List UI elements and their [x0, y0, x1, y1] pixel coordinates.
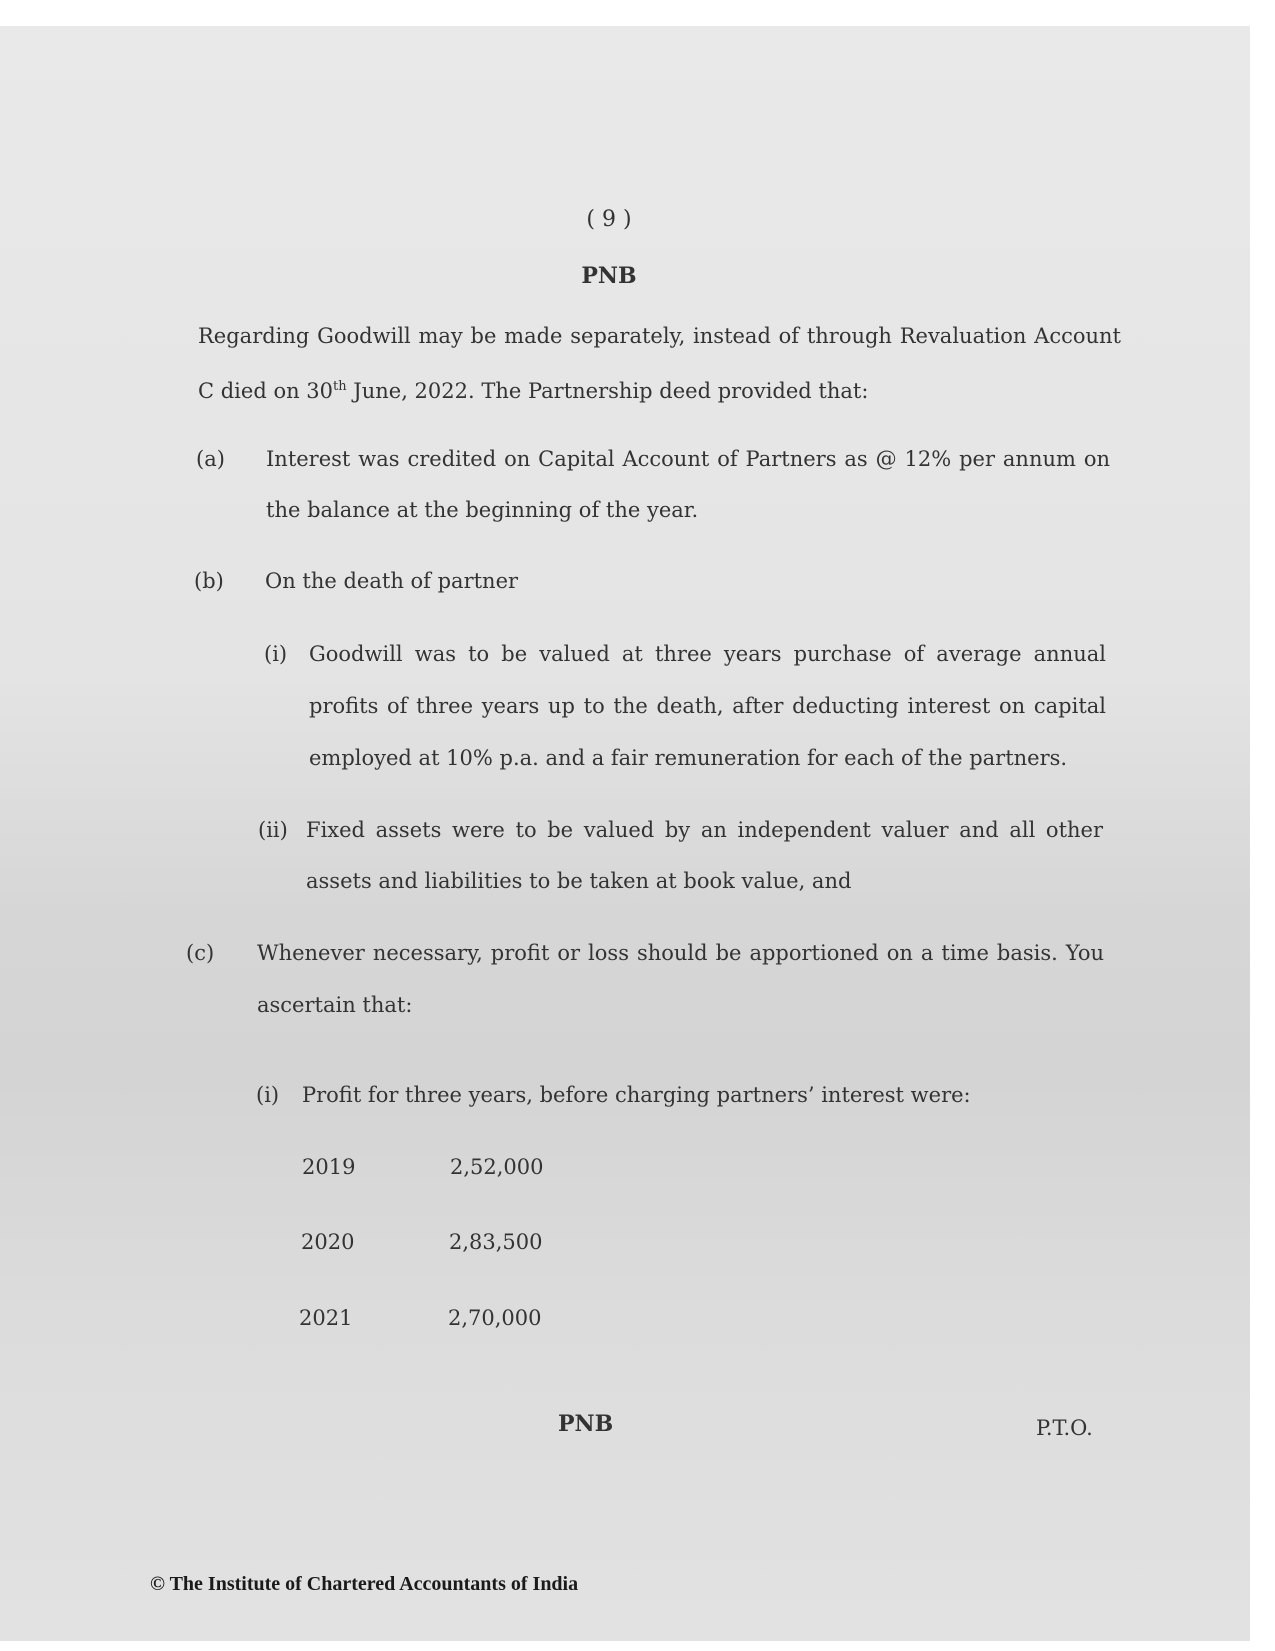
profit-amount: 2,52,000 — [450, 1155, 544, 1179]
profit-amount: 2,83,500 — [449, 1230, 543, 1254]
profit-year: 2019 — [302, 1155, 356, 1179]
item-b-i-line-2: profits of three years up to the death, after deducting interest on capital — [309, 694, 1106, 718]
item-a-marker: (a) — [196, 447, 225, 471]
header-code: PNB — [581, 263, 637, 289]
pto-label: P.T.O. — [1036, 1416, 1093, 1440]
profit-amount: 2,70,000 — [448, 1306, 542, 1330]
item-c-marker: (c) — [186, 941, 215, 965]
item-b-ii-line-1: Fixed assets were to be valued by an independent valuer and all other — [306, 818, 1103, 842]
item-b-ii-marker: (ii) — [258, 818, 288, 842]
item-b-text: On the death of partner — [265, 569, 519, 593]
item-b-ii-line-2: assets and liabilities to be taken at book value, and — [306, 869, 852, 893]
item-c-i-text: Profit for three years, before charging partners’ interest were: — [302, 1083, 971, 1107]
page-number: ( 9 ) — [586, 207, 632, 232]
item-c-line-1: Whenever necessary, profit or loss should be apportioned on a time basis. You — [257, 941, 1104, 965]
item-a-line-2: the balance at the beginning of the year. — [266, 498, 699, 522]
item-b-i-line-1: Goodwill was to be valued at three years purchase of average annual — [309, 642, 1106, 666]
item-b-marker: (b) — [194, 569, 224, 593]
footer-code: PNB — [558, 1411, 614, 1437]
profit-year: 2020 — [301, 1230, 355, 1254]
item-a-line-1: Interest was credited on Capital Account of Partners as @ 12% per annum on — [266, 447, 1110, 471]
intro-line-1: Regarding Goodwill may be made separately, instead of through Revaluation Account — [198, 324, 1121, 348]
intro-line-2: C died on 30th June, 2022. The Partnership deed provided that: — [198, 379, 869, 403]
item-b-i-line-3: employed at 10% p.a. and a fair remuneration for each of the partners. — [309, 746, 1068, 770]
copyright-notice: © The Institute of Chartered Accountants of India — [150, 1573, 579, 1595]
item-c-i-marker: (i) — [256, 1083, 280, 1107]
item-c-line-2: ascertain that: — [257, 993, 413, 1017]
profit-year: 2021 — [299, 1306, 353, 1330]
item-b-i-marker: (i) — [264, 642, 288, 666]
